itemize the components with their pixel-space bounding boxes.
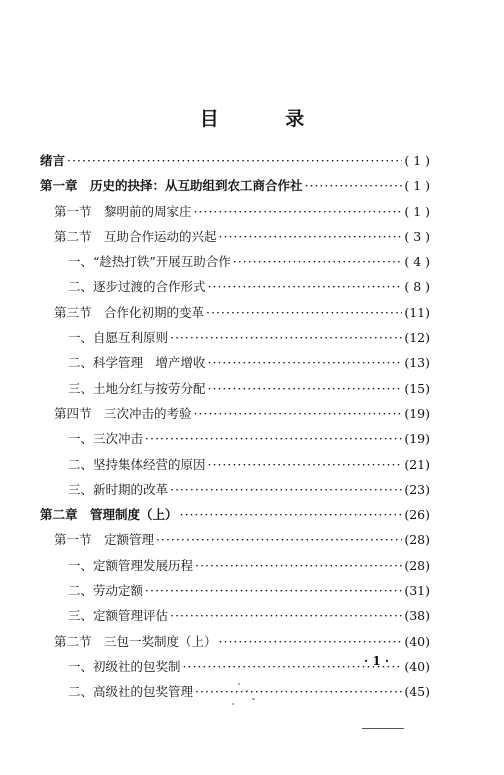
toc-entry-page: (40) bbox=[404, 658, 430, 674]
toc-entry-page: (11) bbox=[404, 304, 430, 320]
toc-entry bbox=[40, 629, 430, 654]
toc-entry bbox=[40, 477, 430, 502]
toc-entry-page: (13) bbox=[404, 355, 430, 371]
toc-entry bbox=[40, 350, 430, 375]
toc-entry-page: (21) bbox=[404, 456, 430, 472]
toc-leader-dots bbox=[194, 199, 403, 224]
toc-entry bbox=[40, 199, 430, 224]
toc-entry-label: 第二节 互助合作运动的兴起 bbox=[54, 228, 217, 244]
toc-entry-label: 第二节 三包一奖制度（上） bbox=[54, 633, 217, 649]
toc-entry-label: 二、劳动定额 bbox=[68, 583, 144, 599]
toc-entry bbox=[40, 401, 430, 426]
toc-entry-page: (19) bbox=[404, 431, 430, 447]
toc-entry-label: 第一节 黎明前的周家庄 bbox=[54, 203, 192, 219]
toc-entry-page: (15) bbox=[404, 380, 430, 396]
toc-entry bbox=[40, 452, 430, 477]
toc-leader-dots bbox=[145, 426, 402, 451]
toc-entry-label: 一、初级社的包奖制 bbox=[68, 658, 181, 674]
toc-leader-dots bbox=[208, 452, 403, 477]
toc-entry-page: (12) bbox=[404, 330, 430, 346]
toc-leader-dots bbox=[208, 350, 403, 375]
toc-entry-page: ( 1 ) bbox=[404, 203, 430, 219]
toc-entry bbox=[40, 274, 430, 299]
toc-entry-page: (45) bbox=[404, 684, 430, 700]
table-of-contents bbox=[40, 148, 430, 705]
toc-entry-label: 第一节 定额管理 bbox=[54, 532, 155, 548]
toc-entry-label: 三、土地分红与按劳分配 bbox=[68, 380, 206, 396]
toc-leader-dots bbox=[156, 527, 402, 552]
toc-entry-page: ( 3 ) bbox=[404, 228, 430, 244]
toc-leader-dots bbox=[219, 629, 403, 654]
toc-entry-label: 第三节 合作化初期的变革 bbox=[54, 304, 205, 320]
scan-speckle bbox=[238, 683, 240, 685]
toc-entry-page: (19) bbox=[404, 405, 430, 421]
toc-entry-page: (28) bbox=[404, 557, 430, 573]
toc-leader-dots bbox=[170, 325, 402, 350]
toc-entry bbox=[40, 553, 430, 578]
toc-entry bbox=[40, 224, 430, 249]
toc-entry-label: 三、新时期的改革 bbox=[68, 481, 169, 497]
toc-entry bbox=[40, 148, 430, 173]
toc-entry bbox=[40, 249, 430, 274]
toc-leader-dots bbox=[170, 477, 402, 502]
toc-entry-page: (23) bbox=[404, 481, 430, 497]
toc-entry-page: (31) bbox=[404, 583, 430, 599]
toc-entry-label: 二、逐步过渡的合作形式 bbox=[68, 279, 206, 295]
toc-entry-page: (28) bbox=[404, 532, 430, 548]
toc-leader-dots bbox=[219, 224, 403, 249]
scan-speckle bbox=[246, 690, 248, 691]
toc-entry bbox=[40, 173, 430, 198]
toc-entry-page: ( 1 ) bbox=[404, 153, 430, 168]
toc-entry-label: 二、科学管理 增产增收 bbox=[68, 355, 206, 371]
toc-leader-dots bbox=[194, 401, 403, 426]
toc-entry bbox=[40, 578, 430, 603]
toc-leader-dots bbox=[180, 502, 403, 527]
toc-leader-dots bbox=[305, 173, 403, 198]
toc-leader-dots bbox=[208, 274, 403, 299]
toc-entry-label: 一、自愿互利原则 bbox=[68, 330, 169, 346]
toc-leader-dots bbox=[206, 300, 402, 325]
toc-leader-dots bbox=[208, 376, 403, 401]
toc-entry bbox=[40, 603, 430, 628]
toc-entry bbox=[40, 426, 430, 451]
toc-entry bbox=[40, 376, 430, 401]
toc-entry-label: 二、高级社的包奖管理 bbox=[68, 684, 194, 700]
toc-entry bbox=[40, 300, 430, 325]
toc-leader-dots bbox=[233, 249, 403, 274]
toc-entry-label: 一、“趁热打铁”开展互助合作 bbox=[68, 254, 231, 270]
toc-entry-page: (40) bbox=[404, 633, 430, 649]
toc-entry-page: ( 8 ) bbox=[404, 279, 430, 295]
page-number: · 1 · bbox=[364, 654, 390, 668]
toc-entry-label: 第四节 三次冲击的考验 bbox=[54, 405, 192, 421]
toc-entry-label: 绪言 bbox=[40, 153, 66, 168]
toc-entry bbox=[40, 325, 430, 350]
toc-leader-dots bbox=[170, 603, 402, 628]
toc-leader-dots bbox=[145, 578, 402, 603]
toc-title: 目 录 bbox=[199, 108, 335, 130]
toc-entry bbox=[40, 502, 430, 527]
toc-leader-dots bbox=[195, 679, 402, 704]
toc-entry-page: ( 1 ) bbox=[404, 178, 430, 194]
toc-entry-page: (26) bbox=[404, 507, 430, 523]
toc-leader-dots bbox=[195, 553, 402, 578]
toc-entry-label: 一、定额管理发展历程 bbox=[68, 557, 194, 573]
toc-entry-page: (38) bbox=[404, 608, 430, 624]
toc-entry bbox=[40, 527, 430, 552]
toc-entry-page: ( 4 ) bbox=[404, 254, 430, 270]
scan-speckle bbox=[232, 703, 234, 705]
toc-entry-label: 第二章 管理制度（上） bbox=[40, 507, 178, 523]
scan-speckle bbox=[252, 698, 255, 700]
toc-leader-dots bbox=[67, 148, 402, 173]
toc-entry bbox=[40, 679, 430, 704]
toc-entry-label: 一、三次冲击 bbox=[68, 431, 144, 447]
scan-line bbox=[362, 728, 404, 729]
toc-entry-label: 三、定额管理评估 bbox=[68, 608, 169, 624]
toc-entry-label: 二、坚持集体经营的原因 bbox=[68, 456, 206, 472]
toc-entry-label: 第一章 历史的抉择：从互助组到农工商合作社 bbox=[40, 178, 303, 194]
